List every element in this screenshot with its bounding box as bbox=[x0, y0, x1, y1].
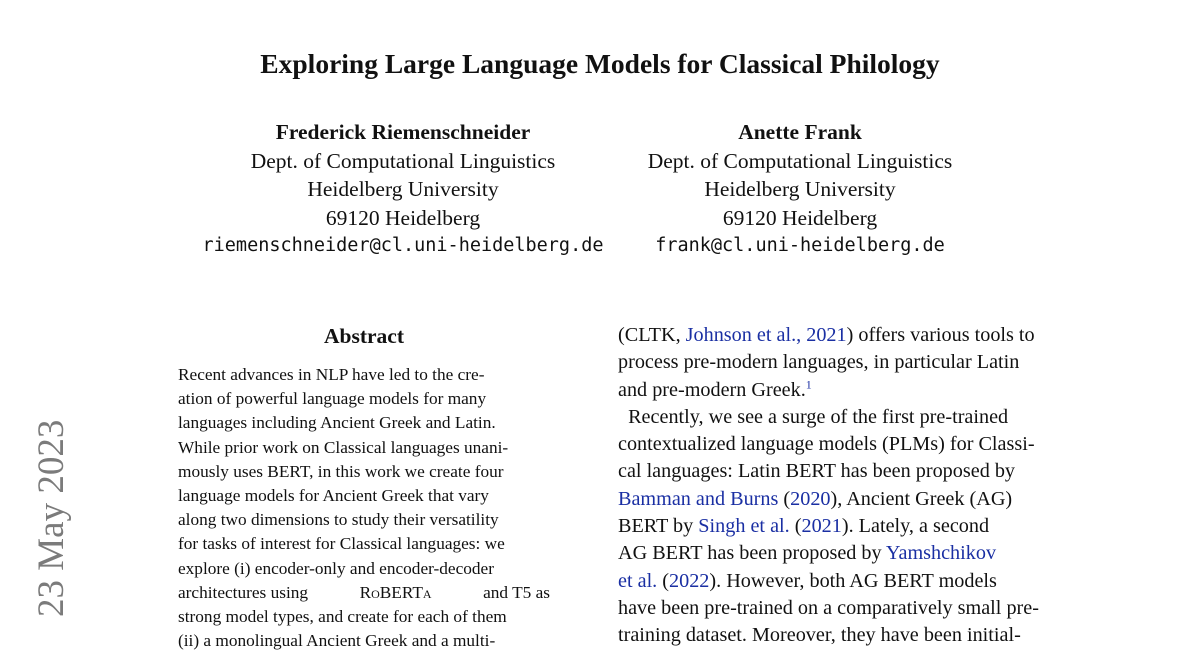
text-fragment: ), Ancient Greek (AG) bbox=[830, 487, 1013, 510]
text-fragment: BERT by bbox=[618, 515, 699, 538]
body-line bbox=[618, 404, 1060, 431]
body-line: cal languages: Latin BERT has been proposed by bbox=[618, 460, 1016, 483]
abstract-line: along two dimensions to study their versatility bbox=[178, 510, 499, 530]
abstract-line: language models for Ancient Greek that vary bbox=[178, 485, 489, 505]
intro-text-column bbox=[618, 322, 1060, 650]
text-fragment: ). Lately, a second bbox=[841, 515, 990, 538]
text-fragment: ). However, both AG BERT models bbox=[709, 569, 997, 592]
author-department: Dept. of Computational Linguistics bbox=[250, 148, 556, 173]
abstract-text bbox=[178, 363, 550, 653]
body-line: BERT by Singh et al. (2021). Lately, a second bbox=[618, 515, 990, 538]
abstract-line-part: and T5 as bbox=[483, 582, 550, 602]
text-fragment: (CLTK, bbox=[618, 324, 686, 346]
author-city: 69120 Heidelberg bbox=[722, 205, 878, 230]
body-line: have been pre-trained on a comparatively small pre- bbox=[618, 596, 1039, 619]
text-fragment: Recently, we see a surge of the first pre-trained bbox=[628, 405, 1009, 428]
text-fragment: and pre-modern Greek. bbox=[618, 378, 806, 401]
body-line: et al. (2022). However, both AG BERT models bbox=[618, 569, 997, 592]
author-block-1 bbox=[188, 118, 618, 261]
arxiv-date-stamp: 23 May 2023 bbox=[31, 419, 72, 617]
citation-year-link[interactable]: 2020 bbox=[790, 487, 831, 510]
author-email: riemenschneider@cl.uni-heidelberg.de bbox=[202, 235, 604, 256]
abstract-line: strong model types, and create for each of them bbox=[178, 606, 507, 626]
author-university: Heidelberg University bbox=[704, 177, 896, 201]
body-line bbox=[618, 322, 1060, 349]
body-line bbox=[618, 540, 1060, 567]
abstract-line: mously uses BERT, in this work we create four bbox=[178, 461, 504, 481]
citation-link[interactable]: Johnson et al., 2021 bbox=[685, 324, 847, 346]
abstract-line-part: architectures using bbox=[178, 582, 309, 602]
text-fragment: AG BERT has been proposed by bbox=[618, 542, 886, 565]
paper-title: Exploring Large Language Models for Classical Philology bbox=[260, 48, 940, 79]
author-name: Anette Frank bbox=[738, 120, 862, 144]
author-block-2 bbox=[640, 118, 960, 261]
body-line: Bamman and Burns (2020), Ancient Greek (AG) bbox=[618, 487, 1013, 510]
abstract-line bbox=[178, 581, 550, 605]
citation-link[interactable]: et al. bbox=[618, 569, 658, 592]
body-line: process pre-modern languages, in particular Latin bbox=[618, 351, 1020, 374]
roberta-term: RoBERTa bbox=[359, 582, 432, 602]
footnote-marker[interactable]: 1 bbox=[805, 376, 812, 391]
citation-link[interactable]: Singh et al. bbox=[698, 515, 790, 538]
body-line: contextualized language models (PLMs) for Classi- bbox=[618, 433, 1035, 456]
abstract-line: While prior work on Classical languages unani- bbox=[178, 437, 509, 457]
body-line bbox=[618, 377, 1060, 404]
author-name: Frederick Riemenschneider bbox=[275, 120, 531, 144]
abstract-line: (ii) a monolingual Ancient Greek and a multi- bbox=[178, 631, 496, 651]
abstract-heading: Abstract bbox=[323, 324, 404, 348]
abstract-line: ation of powerful language models for many bbox=[178, 389, 487, 409]
abstract-line: explore (i) encoder-only and encoder-decoder bbox=[178, 558, 494, 578]
abstract-line: languages including Ancient Greek and Latin. bbox=[178, 413, 496, 433]
abstract-line: for tasks of interest for Classical languages: we bbox=[178, 534, 505, 554]
author-city: 69120 Heidelberg bbox=[325, 205, 481, 230]
citation-link[interactable]: Bamman and Burns bbox=[618, 487, 779, 510]
author-email: frank@cl.uni-heidelberg.de bbox=[655, 235, 945, 256]
author-department: Dept. of Computational Linguistics bbox=[647, 148, 953, 173]
abstract-line: Recent advances in NLP have led to the cre- bbox=[178, 365, 485, 384]
body-line: training dataset. Moreover, they have been initial- bbox=[618, 624, 1021, 647]
citation-link[interactable]: Yamshchikov bbox=[885, 542, 997, 565]
citation-year-link[interactable]: 2022 bbox=[669, 569, 710, 592]
citation-year-link[interactable]: 2021 bbox=[801, 515, 842, 538]
author-university: Heidelberg University bbox=[307, 177, 499, 201]
text-fragment: ) offers various tools to bbox=[846, 324, 1035, 346]
